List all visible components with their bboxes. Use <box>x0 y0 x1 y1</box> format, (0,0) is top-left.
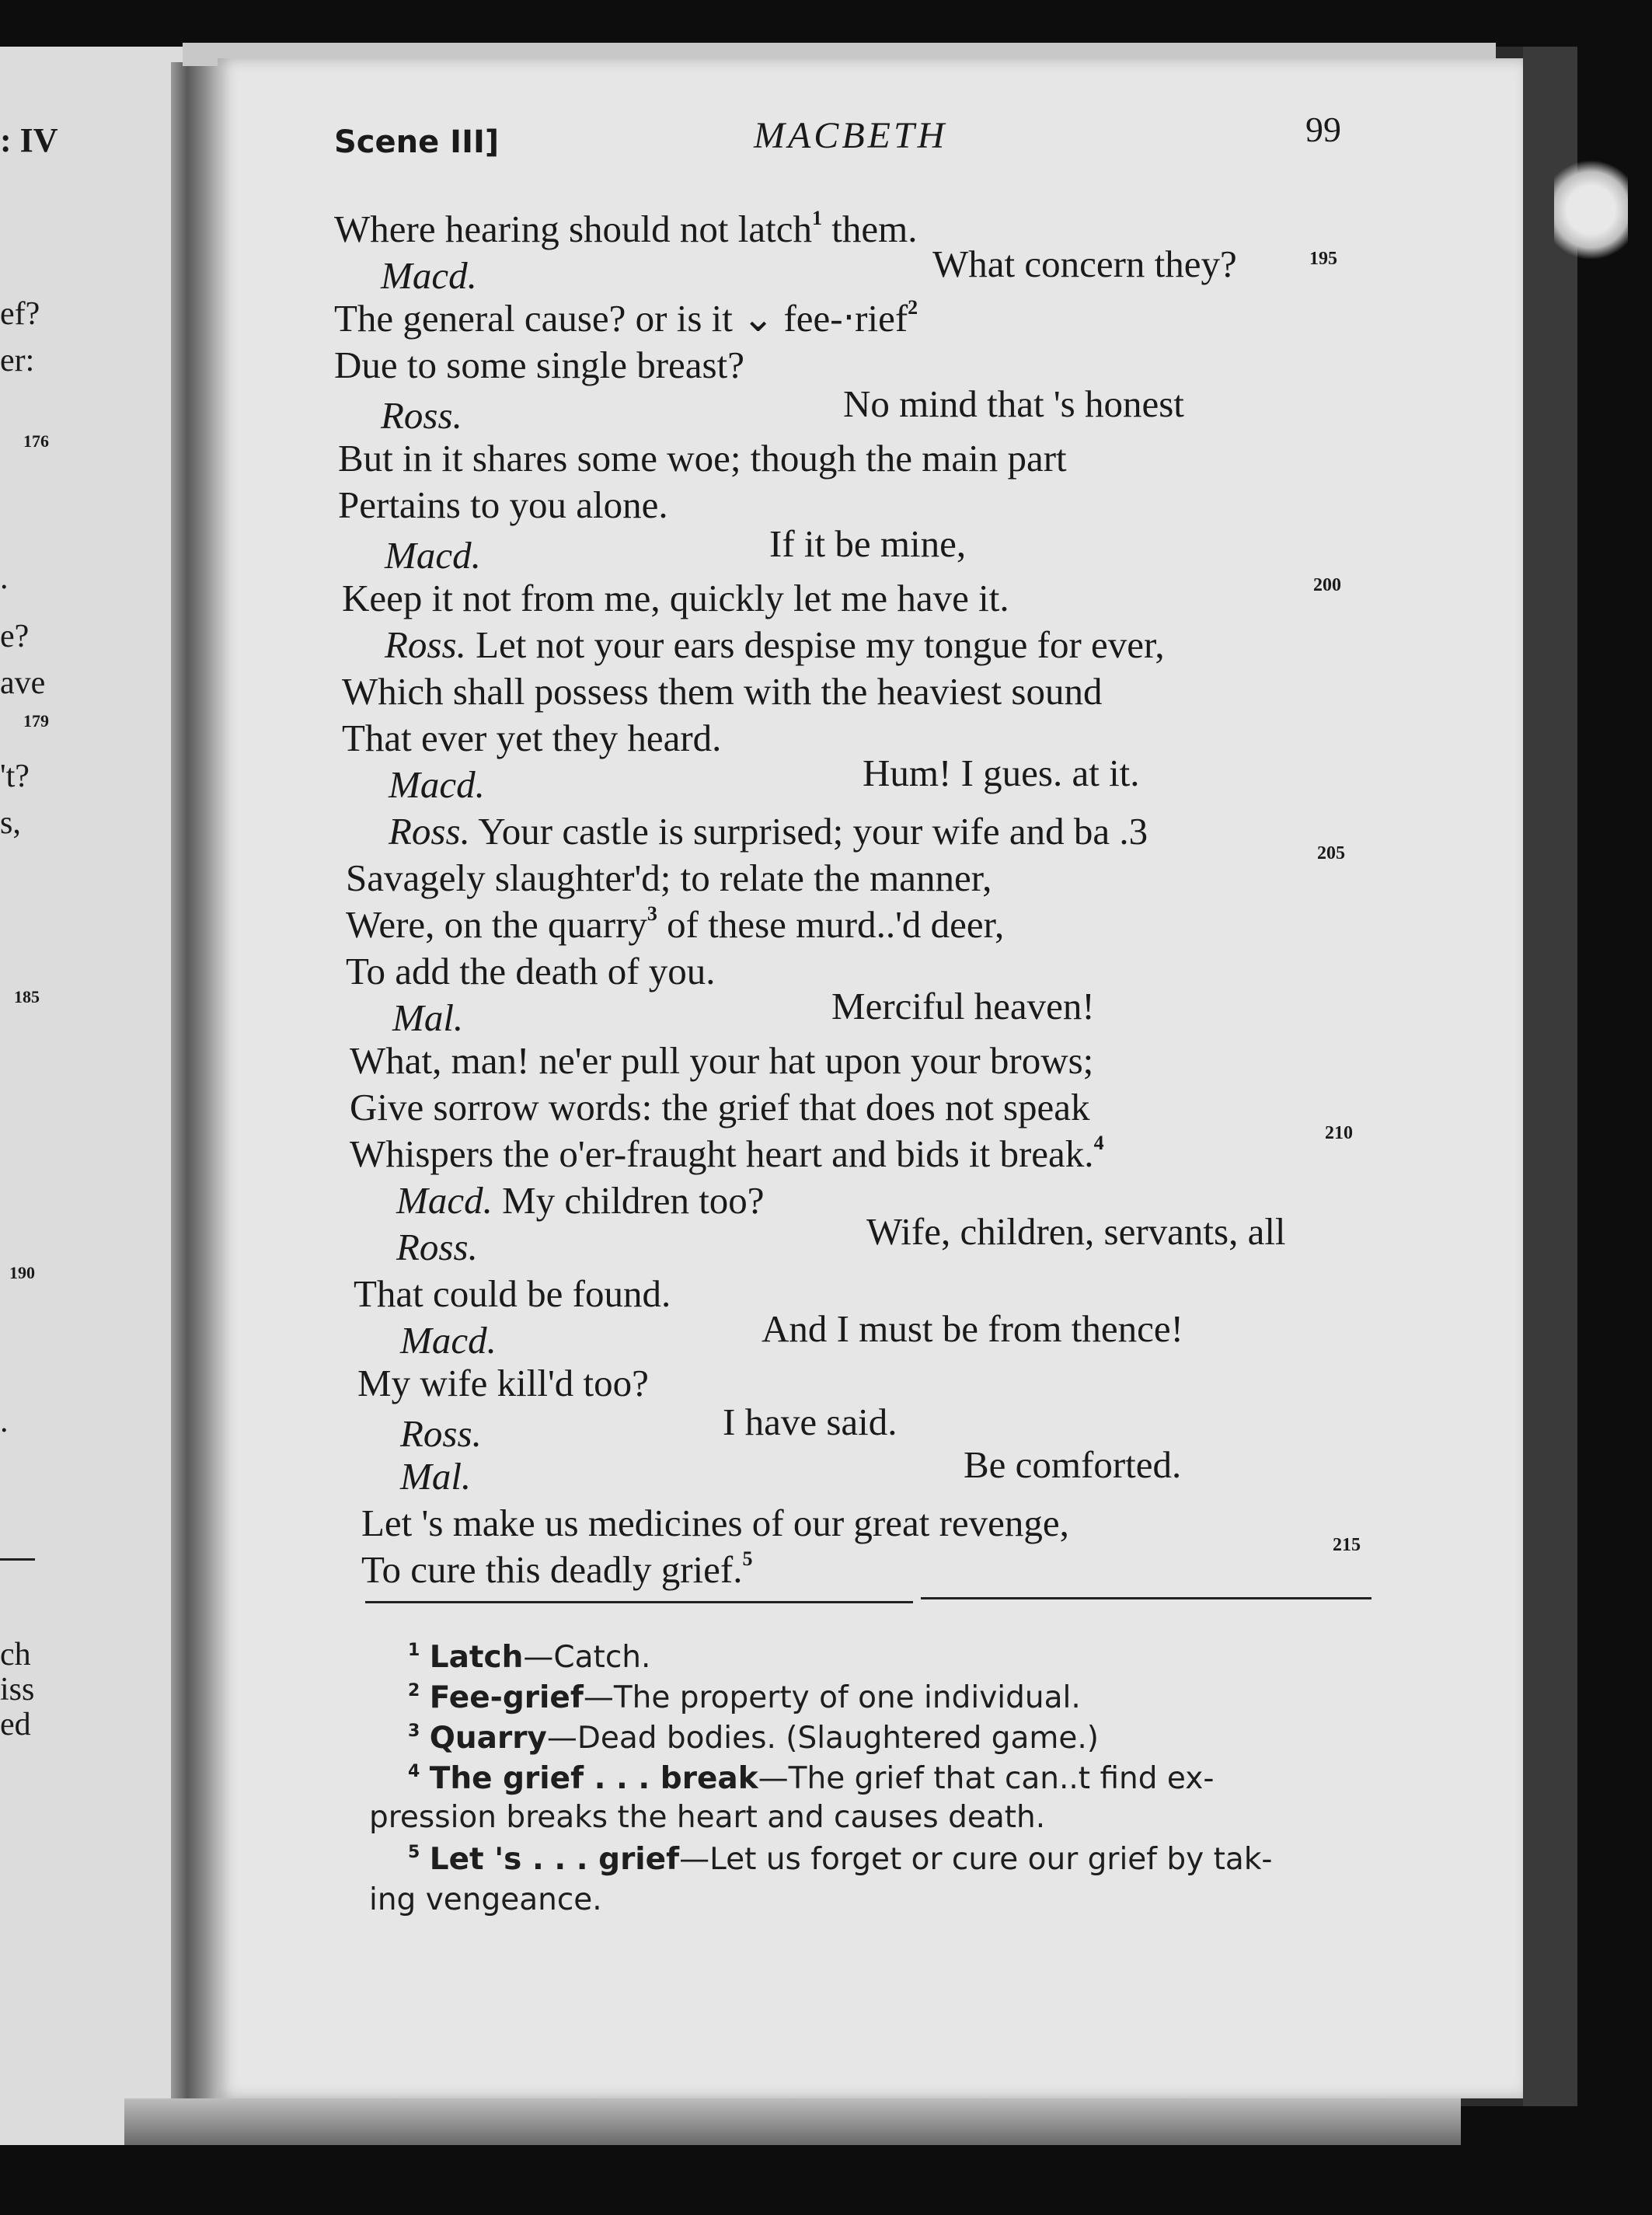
speaker-name: Macd. <box>396 1179 493 1222</box>
left-page-line: : IV <box>0 121 58 159</box>
verse-text: them. <box>822 208 918 250</box>
verse-text: Merciful heaven! <box>831 985 1095 1027</box>
left-facing-page <box>0 47 183 2145</box>
verse-line <box>342 670 1103 713</box>
left-page-line: ch <box>0 1637 31 1673</box>
footnote <box>408 1721 1099 1756</box>
verse-text: If it be mine, <box>769 522 967 565</box>
verse-line <box>334 296 918 340</box>
verse-text: Wife, children, servants, all <box>866 1210 1286 1253</box>
footnote-gloss: —Dead bodies. (Slaughtered game.) <box>546 1721 1099 1756</box>
verse-line <box>762 1307 1183 1350</box>
verse-line <box>831 987 1095 1025</box>
verse-line <box>385 623 1165 666</box>
speaker-name: Ross. <box>396 1226 478 1268</box>
verse-line <box>342 579 1009 617</box>
verse-text: Which shall possess them with the heaviest sound <box>342 670 1103 713</box>
left-page-line: s, <box>0 805 21 841</box>
footnote <box>408 1642 650 1673</box>
verse-line <box>769 522 967 565</box>
verse-line <box>932 242 1237 285</box>
left-page-line-number: 185 <box>14 987 40 1006</box>
verse-text: Whispers the o'er-fraught heart and bids it break. <box>350 1132 1094 1175</box>
verse-text: But in it shares some woe; though the main part <box>338 437 1067 480</box>
line-number: 215 <box>1333 1535 1361 1555</box>
left-page-line: . <box>0 1404 9 1439</box>
line-number: 210 <box>1325 1123 1353 1143</box>
verse-text: Keep it not from me, quickly let me have it. <box>342 577 1009 619</box>
verse-text: Due to some single breast? <box>334 344 744 386</box>
left-page-line: iss <box>0 1672 35 1707</box>
verse-text: Be comforted. <box>964 1443 1182 1486</box>
verse-line <box>357 1364 649 1402</box>
left-page-line: er: <box>0 343 35 378</box>
verse-line <box>396 1179 765 1222</box>
footnote-gloss: —The grief that can..t find ex- <box>758 1761 1215 1796</box>
verse-line <box>334 207 918 250</box>
verse-line <box>400 1414 482 1453</box>
footnote-term: Let 's . . . grief <box>429 1842 680 1877</box>
verse-text: Your castle is surprised; your wife and ba .3 <box>478 810 1148 853</box>
left-page-line-number: 190 <box>9 1263 35 1282</box>
verse-line <box>350 1132 1104 1175</box>
footnote-ref: 2 <box>908 296 918 319</box>
verse-text: Give sorrow words: the grief that does not speak <box>350 1086 1090 1128</box>
verse-text: What concern they? <box>932 242 1237 285</box>
speaker-name: Ross. <box>381 394 462 437</box>
verse-line <box>350 1041 1093 1080</box>
verse-line <box>863 754 1140 792</box>
speaker-name: Ross. <box>400 1412 482 1455</box>
left-page-line: ef? <box>0 296 40 332</box>
verse-text: The general cause? or is it ⌄ fee-‧rief <box>334 297 908 340</box>
speaker-name: Macd. <box>389 763 485 806</box>
verse-text: My wife kill'd too? <box>357 1362 649 1404</box>
left-page-line: ave <box>0 665 46 701</box>
main-page <box>218 58 1523 2098</box>
verse-line <box>396 1228 478 1266</box>
page-number: 99 <box>1305 110 1341 149</box>
running-head-scene: Scene III] <box>334 124 500 160</box>
verse-text: I have said. <box>723 1401 897 1443</box>
line-number: 205 <box>1317 843 1345 863</box>
speaker-name: Macd. <box>385 534 481 577</box>
verse-text: Hum! I gues. at it. <box>863 752 1140 794</box>
left-page-line-number: 179 <box>23 711 49 731</box>
verse-line <box>342 719 721 757</box>
footnote-continuation: ing vengeance. <box>369 1882 602 1917</box>
verse-text: Let 's make us medicines of our great revenge, <box>361 1502 1069 1544</box>
left-page-line: 't? <box>0 759 30 794</box>
verse-line <box>346 856 992 899</box>
verse-line <box>361 1504 1069 1542</box>
verse-line <box>381 394 462 437</box>
verse-text: To add the death of you. <box>346 950 716 992</box>
verse-text: Where hearing should not latch <box>334 208 813 250</box>
footnote-mark: 1 <box>408 1641 420 1660</box>
footnote-mark: 2 <box>408 1681 420 1700</box>
book-cover-edge <box>1523 47 1577 2106</box>
verse-line <box>392 996 464 1039</box>
verse-line <box>964 1443 1182 1486</box>
footnote-ref: 3 <box>647 902 657 925</box>
speaker-name: Mal. <box>400 1455 472 1498</box>
footnote-mark: 5 <box>408 1843 420 1862</box>
verse-line <box>346 902 1005 946</box>
footnote-ref: 4 <box>1093 1132 1104 1154</box>
verse-text: What, man! ne'er pull your hat upon your brows; <box>350 1039 1094 1082</box>
left-page-line-number: 176 <box>23 431 49 451</box>
line-number: 200 <box>1313 575 1341 595</box>
footnote <box>408 1763 1214 1794</box>
running-head-title: MACBETH <box>754 115 948 156</box>
footnote-rule <box>365 1601 913 1603</box>
left-page-rule <box>0 1558 35 1561</box>
footnote-mark: 3 <box>408 1721 420 1741</box>
verse-text: That could be found. <box>354 1272 671 1315</box>
verse-line <box>338 437 1067 480</box>
verse-text: That ever yet they heard. <box>342 717 722 759</box>
left-page-line: ed <box>0 1707 31 1742</box>
left-page-line: e? <box>0 619 30 654</box>
verse-line <box>385 534 481 577</box>
footnote <box>408 1844 1273 1875</box>
verse-text: No mind that 's honest <box>843 382 1184 425</box>
footnote-rule <box>921 1597 1371 1599</box>
verse-line <box>361 1547 753 1591</box>
left-page-line: . <box>0 560 9 596</box>
footnote <box>408 1680 1081 1715</box>
verse-line <box>843 382 1184 425</box>
speaker-name: Mal. <box>392 996 464 1039</box>
verse-line <box>389 763 485 806</box>
verse-line <box>381 256 477 295</box>
verse-text: Savagely slaughter'd; to relate the manner, <box>346 856 992 899</box>
cover-speckle <box>1554 152 1628 268</box>
footnote-continuation: pression breaks the heart and causes death. <box>369 1800 1046 1835</box>
verse-text: To cure this deadly grief. <box>361 1548 743 1591</box>
footnote-gloss: —Catch. <box>523 1640 651 1675</box>
line-number: 195 <box>1309 249 1337 269</box>
verse-text: Let not your ears despise my tongue for ever, <box>476 623 1165 666</box>
verse-text: My children too? <box>502 1179 765 1222</box>
footnote-term: Latch <box>429 1640 524 1675</box>
footnote-ref: 1 <box>812 207 823 229</box>
verse-text: of these murd..'d deer, <box>657 903 1005 946</box>
page-bottom-edge <box>124 2098 1461 2145</box>
verse-line <box>400 1455 472 1498</box>
verse-line <box>334 346 744 384</box>
footnote-term: The grief . . . break <box>429 1761 758 1796</box>
speaker-name: Ross. <box>385 623 466 666</box>
speaker-name: Macd. <box>400 1319 497 1362</box>
verse-line <box>389 810 1148 853</box>
verse-text: Were, on the quarry <box>346 903 647 946</box>
verse-text: And I must be from thence! <box>762 1307 1183 1350</box>
speaker-name: Ross. <box>389 810 470 853</box>
footnote-ref: 5 <box>742 1547 753 1570</box>
verse-line <box>354 1272 671 1315</box>
verse-text: Pertains to you alone. <box>338 483 668 526</box>
verse-line <box>346 952 716 990</box>
footnote-mark: 4 <box>408 1762 420 1781</box>
footnote-gloss: —The property of one individual. <box>583 1680 1081 1715</box>
speaker-name: Macd. <box>381 254 477 297</box>
verse-line <box>400 1319 497 1362</box>
verse-line <box>338 483 668 526</box>
footnote-gloss: —Let us forget or cure our grief by tak- <box>679 1842 1273 1877</box>
verse-line <box>350 1088 1090 1126</box>
verse-line <box>866 1212 1286 1251</box>
footnote-term: Fee-grief <box>429 1680 584 1715</box>
verse-line <box>723 1403 897 1441</box>
footnote-term: Quarry <box>429 1721 547 1756</box>
